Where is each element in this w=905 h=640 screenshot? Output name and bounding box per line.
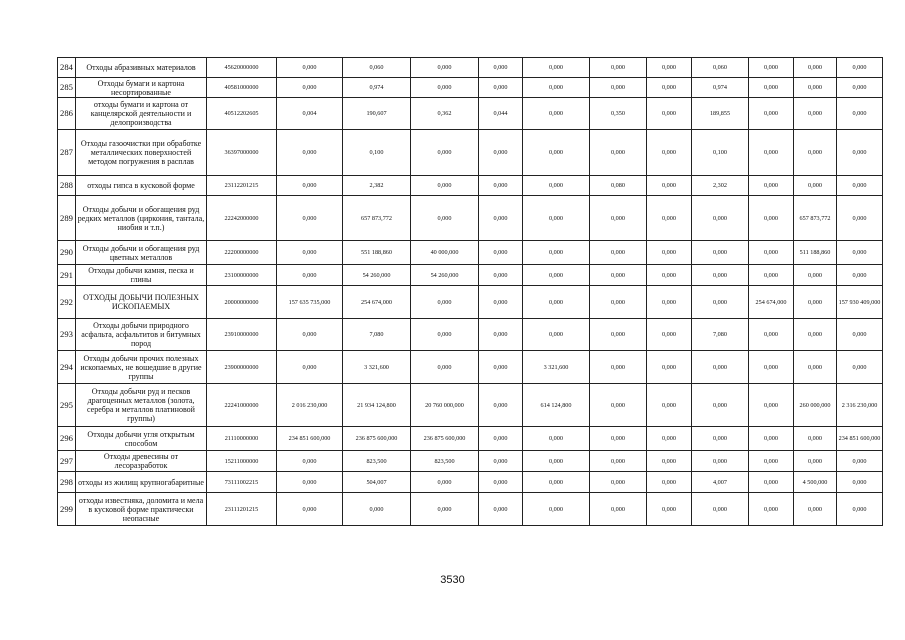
row-number: 286 — [58, 98, 76, 130]
value-cell-c3: 0,362 — [411, 98, 479, 130]
value-cell-c10: 0,000 — [794, 493, 837, 526]
value-cell-c3: 236 875 600,000 — [411, 427, 479, 451]
table-row — [58, 176, 883, 196]
value-cell-c2: 236 875 600,000 — [343, 427, 411, 451]
value-cell-c5: 0,000 — [523, 98, 590, 130]
value-cell-c8: 0,000 — [692, 493, 749, 526]
value-cell-c11: 0,000 — [837, 451, 883, 472]
value-cell-c11: 0,000 — [837, 493, 883, 526]
waste-table-sheet — [57, 57, 882, 526]
value-cell-c9: 0,000 — [749, 241, 794, 265]
value-cell-c10: 511 188,860 — [794, 241, 837, 265]
value-cell-c3: 20 760 000,000 — [411, 384, 479, 427]
value-cell-c8: 7,080 — [692, 319, 749, 351]
value-cell-c11: 0,000 — [837, 78, 883, 98]
value-cell-c5: 0,000 — [523, 176, 590, 196]
value-cell-c3: 54 260,000 — [411, 265, 479, 286]
value-cell-c9: 0,000 — [749, 493, 794, 526]
value-cell-c5: 0,000 — [523, 265, 590, 286]
waste-code-cell: 23900000000 — [207, 351, 277, 384]
value-cell-c9: 0,000 — [749, 78, 794, 98]
waste-code-cell: 36397000000 — [207, 130, 277, 176]
value-cell-c3: 40 000,000 — [411, 241, 479, 265]
value-cell-c4: 0,000 — [479, 241, 523, 265]
value-cell-c6: 0,000 — [590, 241, 647, 265]
value-cell-c7: 0,000 — [647, 427, 692, 451]
value-cell-c10: 0,000 — [794, 351, 837, 384]
value-cell-c11: 0,000 — [837, 130, 883, 176]
value-cell-c4: 0,000 — [479, 384, 523, 427]
value-cell-c6: 0,000 — [590, 427, 647, 451]
value-cell-c11: 0,000 — [837, 319, 883, 351]
value-cell-c8: 4,007 — [692, 472, 749, 493]
value-cell-c11: 0,000 — [837, 196, 883, 241]
waste-code-cell: 45620000000 — [207, 58, 277, 78]
value-cell-c7: 0,000 — [647, 384, 692, 427]
row-number: 296 — [58, 427, 76, 451]
waste-name-cell: Отходы добычи и обогащения руд редких металлов (циркония, тантала, ниобия и т.п.) — [76, 196, 207, 241]
value-cell-c2: 21 934 124,800 — [343, 384, 411, 427]
value-cell-c2: 657 873,772 — [343, 196, 411, 241]
table-row — [58, 472, 883, 493]
value-cell-c5: 0,000 — [523, 78, 590, 98]
value-cell-c4: 0,000 — [479, 78, 523, 98]
value-cell-c4: 0,000 — [479, 176, 523, 196]
value-cell-c10: 260 000,000 — [794, 384, 837, 427]
value-cell-c4: 0,000 — [479, 286, 523, 319]
value-cell-c3: 0,000 — [411, 472, 479, 493]
waste-code-cell: 22242000000 — [207, 196, 277, 241]
value-cell-c6: 0,000 — [590, 451, 647, 472]
value-cell-c2: 0,974 — [343, 78, 411, 98]
value-cell-c8: 2,302 — [692, 176, 749, 196]
value-cell-c1: 0,000 — [277, 451, 343, 472]
value-cell-c6: 0,000 — [590, 351, 647, 384]
value-cell-c1: 0,000 — [277, 130, 343, 176]
value-cell-c9: 0,000 — [749, 58, 794, 78]
value-cell-c5: 0,000 — [523, 130, 590, 176]
value-cell-c7: 0,000 — [647, 451, 692, 472]
value-cell-c10: 0,000 — [794, 319, 837, 351]
value-cell-c7: 0,000 — [647, 472, 692, 493]
value-cell-c8: 0,000 — [692, 384, 749, 427]
table-row — [58, 241, 883, 265]
value-cell-c6: 0,000 — [590, 265, 647, 286]
value-cell-c10: 0,000 — [794, 78, 837, 98]
value-cell-c3: 0,000 — [411, 176, 479, 196]
value-cell-c3: 0,000 — [411, 319, 479, 351]
value-cell-c8: 0,000 — [692, 427, 749, 451]
value-cell-c11: 234 851 600,000 — [837, 427, 883, 451]
value-cell-c9: 0,000 — [749, 472, 794, 493]
value-cell-c3: 0,000 — [411, 130, 479, 176]
value-cell-c10: 4 500,000 — [794, 472, 837, 493]
value-cell-c9: 0,000 — [749, 384, 794, 427]
value-cell-c3: 0,000 — [411, 58, 479, 78]
value-cell-c7: 0,000 — [647, 78, 692, 98]
value-cell-c8: 0,000 — [692, 241, 749, 265]
value-cell-c8: 0,974 — [692, 78, 749, 98]
value-cell-c8: 0,060 — [692, 58, 749, 78]
waste-code-cell: 22241000000 — [207, 384, 277, 427]
value-cell-c2: 7,080 — [343, 319, 411, 351]
value-cell-c8: 0,000 — [692, 286, 749, 319]
value-cell-c10: 0,000 — [794, 427, 837, 451]
value-cell-c1: 0,004 — [277, 98, 343, 130]
value-cell-c5: 0,000 — [523, 451, 590, 472]
value-cell-c2: 254 674,000 — [343, 286, 411, 319]
value-cell-c5: 0,000 — [523, 196, 590, 241]
value-cell-c5: 0,000 — [523, 427, 590, 451]
table-row — [58, 196, 883, 241]
value-cell-c1: 0,000 — [277, 78, 343, 98]
value-cell-c2: 0,100 — [343, 130, 411, 176]
value-cell-c9: 0,000 — [749, 130, 794, 176]
value-cell-c6: 0,000 — [590, 58, 647, 78]
value-cell-c11: 157 930 409,000 — [837, 286, 883, 319]
value-cell-c6: 0,080 — [590, 176, 647, 196]
value-cell-c1: 0,000 — [277, 265, 343, 286]
waste-code-cell: 73111002215 — [207, 472, 277, 493]
value-cell-c7: 0,000 — [647, 58, 692, 78]
value-cell-c4: 0,044 — [479, 98, 523, 130]
value-cell-c6: 0,000 — [590, 472, 647, 493]
value-cell-c1: 0,000 — [277, 472, 343, 493]
table-row — [58, 351, 883, 384]
value-cell-c4: 0,000 — [479, 265, 523, 286]
value-cell-c6: 0,000 — [590, 319, 647, 351]
waste-code-cell: 15211000000 — [207, 451, 277, 472]
value-cell-c7: 0,000 — [647, 265, 692, 286]
value-cell-c6: 0,350 — [590, 98, 647, 130]
value-cell-c11: 0,000 — [837, 98, 883, 130]
value-cell-c9: 0,000 — [749, 451, 794, 472]
value-cell-c4: 0,000 — [479, 427, 523, 451]
value-cell-c7: 0,000 — [647, 98, 692, 130]
table-row — [58, 427, 883, 451]
value-cell-c4: 0,000 — [479, 319, 523, 351]
value-cell-c2: 2,382 — [343, 176, 411, 196]
value-cell-c1: 157 635 735,000 — [277, 286, 343, 319]
value-cell-c7: 0,000 — [647, 493, 692, 526]
waste-code-cell: 20000000000 — [207, 286, 277, 319]
table-row — [58, 58, 883, 78]
value-cell-c11: 2 316 230,000 — [837, 384, 883, 427]
value-cell-c3: 0,000 — [411, 196, 479, 241]
value-cell-c1: 0,000 — [277, 241, 343, 265]
value-cell-c7: 0,000 — [647, 130, 692, 176]
value-cell-c11: 0,000 — [837, 241, 883, 265]
row-number: 287 — [58, 130, 76, 176]
value-cell-c3: 823,500 — [411, 451, 479, 472]
value-cell-c2: 823,500 — [343, 451, 411, 472]
value-cell-c4: 0,000 — [479, 130, 523, 176]
waste-code-cell: 23112201215 — [207, 176, 277, 196]
waste-name-cell: ОТХОДЫ ДОБЫЧИ ПОЛЕЗНЫХ ИСКОПАЕМЫХ — [76, 286, 207, 319]
row-number: 298 — [58, 472, 76, 493]
table-row — [58, 130, 883, 176]
value-cell-c1: 2 016 230,000 — [277, 384, 343, 427]
value-cell-c5: 0,000 — [523, 493, 590, 526]
value-cell-c10: 0,000 — [794, 265, 837, 286]
row-number: 284 — [58, 58, 76, 78]
value-cell-c7: 0,000 — [647, 196, 692, 241]
waste-code-cell: 23100000000 — [207, 265, 277, 286]
value-cell-c1: 0,000 — [277, 58, 343, 78]
value-cell-c7: 0,000 — [647, 286, 692, 319]
table-row — [58, 493, 883, 526]
row-number: 288 — [58, 176, 76, 196]
waste-name-cell: Отходы добычи и обогащения руд цветных металлов — [76, 241, 207, 265]
value-cell-c5: 0,000 — [523, 286, 590, 319]
waste-name-cell: Отходы добычи угля открытым способом — [76, 427, 207, 451]
waste-code-cell: 21110000000 — [207, 427, 277, 451]
waste-name-cell: Отходы древесины от лесоразработок — [76, 451, 207, 472]
value-cell-c11: 0,000 — [837, 472, 883, 493]
value-cell-c9: 0,000 — [749, 265, 794, 286]
value-cell-c9: 0,000 — [749, 427, 794, 451]
row-number: 297 — [58, 451, 76, 472]
value-cell-c7: 0,000 — [647, 319, 692, 351]
value-cell-c10: 0,000 — [794, 176, 837, 196]
value-cell-c4: 0,000 — [479, 58, 523, 78]
row-number: 290 — [58, 241, 76, 265]
value-cell-c10: 0,000 — [794, 130, 837, 176]
table-row — [58, 384, 883, 427]
value-cell-c11: 0,000 — [837, 351, 883, 384]
value-cell-c8: 0,000 — [692, 351, 749, 384]
row-number: 291 — [58, 265, 76, 286]
value-cell-c10: 0,000 — [794, 98, 837, 130]
value-cell-c7: 0,000 — [647, 241, 692, 265]
waste-name-cell: отходы из жилищ крупногабаритные — [76, 472, 207, 493]
waste-code-cell: 40512202605 — [207, 98, 277, 130]
value-cell-c1: 0,000 — [277, 176, 343, 196]
value-cell-c8: 189,855 — [692, 98, 749, 130]
value-cell-c6: 0,000 — [590, 384, 647, 427]
waste-code-cell: 40581000000 — [207, 78, 277, 98]
value-cell-c3: 0,000 — [411, 351, 479, 384]
value-cell-c9: 254 674,000 — [749, 286, 794, 319]
table-row — [58, 451, 883, 472]
value-cell-c5: 3 321,600 — [523, 351, 590, 384]
value-cell-c4: 0,000 — [479, 493, 523, 526]
value-cell-c6: 0,000 — [590, 286, 647, 319]
table-row — [58, 319, 883, 351]
row-number: 293 — [58, 319, 76, 351]
value-cell-c9: 0,000 — [749, 351, 794, 384]
waste-name-cell: отходы известняка, доломита и мела в кусковой форме практически неопасные — [76, 493, 207, 526]
waste-name-cell: Отходы добычи прочих полезных ископаемых, не вошедшие в другие группы — [76, 351, 207, 384]
row-number: 289 — [58, 196, 76, 241]
value-cell-c6: 0,000 — [590, 130, 647, 176]
value-cell-c4: 0,000 — [479, 472, 523, 493]
value-cell-c2: 551 188,860 — [343, 241, 411, 265]
waste-name-cell: Отходы бумаги и картона несортированные — [76, 78, 207, 98]
waste-name-cell: Отходы абразивных материалов — [76, 58, 207, 78]
value-cell-c9: 0,000 — [749, 196, 794, 241]
row-number: 285 — [58, 78, 76, 98]
value-cell-c10: 0,000 — [794, 58, 837, 78]
row-number: 299 — [58, 493, 76, 526]
value-cell-c2: 0,000 — [343, 493, 411, 526]
table-row — [58, 98, 883, 130]
waste-code-cell: 23910000000 — [207, 319, 277, 351]
value-cell-c8: 0,000 — [692, 265, 749, 286]
value-cell-c9: 0,000 — [749, 319, 794, 351]
value-cell-c6: 0,000 — [590, 196, 647, 241]
value-cell-c3: 0,000 — [411, 286, 479, 319]
waste-name-cell: Отходы добычи руд и песков драгоценных металлов (золота, серебра и металлов платиновой группы) — [76, 384, 207, 427]
value-cell-c4: 0,000 — [479, 451, 523, 472]
waste-code-cell: 22200000000 — [207, 241, 277, 265]
value-cell-c2: 190,607 — [343, 98, 411, 130]
value-cell-c1: 0,000 — [277, 196, 343, 241]
waste-name-cell: Отходы добычи природного асфальта, асфальтитов и битумных пород — [76, 319, 207, 351]
value-cell-c1: 0,000 — [277, 351, 343, 384]
waste-name-cell: Отходы газоочистки при обработке металлических поверхностей методом погружения в расплав — [76, 130, 207, 176]
value-cell-c8: 0,100 — [692, 130, 749, 176]
table-row — [58, 78, 883, 98]
value-cell-c1: 0,000 — [277, 319, 343, 351]
row-number: 295 — [58, 384, 76, 427]
value-cell-c9: 0,000 — [749, 176, 794, 196]
table-row — [58, 286, 883, 319]
value-cell-c11: 0,000 — [837, 176, 883, 196]
value-cell-c2: 3 321,600 — [343, 351, 411, 384]
value-cell-c9: 0,000 — [749, 98, 794, 130]
waste-table-body — [58, 58, 883, 526]
table-row — [58, 265, 883, 286]
value-cell-c4: 0,000 — [479, 196, 523, 241]
value-cell-c1: 234 851 600,000 — [277, 427, 343, 451]
value-cell-c7: 0,000 — [647, 351, 692, 384]
value-cell-c8: 0,000 — [692, 451, 749, 472]
value-cell-c5: 0,000 — [523, 472, 590, 493]
value-cell-c1: 0,000 — [277, 493, 343, 526]
waste-code-cell: 23111201215 — [207, 493, 277, 526]
page-number: 3530 — [440, 574, 465, 586]
waste-name-cell: Отходы добычи камня, песка и глины — [76, 265, 207, 286]
value-cell-c6: 0,000 — [590, 78, 647, 98]
value-cell-c2: 54 260,000 — [343, 265, 411, 286]
value-cell-c2: 0,060 — [343, 58, 411, 78]
value-cell-c5: 0,000 — [523, 58, 590, 78]
value-cell-c2: 504,007 — [343, 472, 411, 493]
value-cell-c7: 0,000 — [647, 176, 692, 196]
waste-name-cell: отходы гипса в кусковой форме — [76, 176, 207, 196]
value-cell-c8: 0,000 — [692, 196, 749, 241]
value-cell-c5: 0,000 — [523, 319, 590, 351]
value-cell-c3: 0,000 — [411, 493, 479, 526]
value-cell-c6: 0,000 — [590, 493, 647, 526]
row-number: 294 — [58, 351, 76, 384]
value-cell-c10: 657 873,772 — [794, 196, 837, 241]
value-cell-c11: 0,000 — [837, 265, 883, 286]
value-cell-c4: 0,000 — [479, 351, 523, 384]
row-number: 292 — [58, 286, 76, 319]
value-cell-c10: 0,000 — [794, 451, 837, 472]
value-cell-c3: 0,000 — [411, 78, 479, 98]
waste-table — [57, 57, 883, 526]
value-cell-c5: 0,000 — [523, 241, 590, 265]
value-cell-c5: 614 124,800 — [523, 384, 590, 427]
value-cell-c11: 0,000 — [837, 58, 883, 78]
waste-name-cell: отходы бумаги и картона от канцелярской деятельности и делопроизводства — [76, 98, 207, 130]
value-cell-c10: 0,000 — [794, 286, 837, 319]
